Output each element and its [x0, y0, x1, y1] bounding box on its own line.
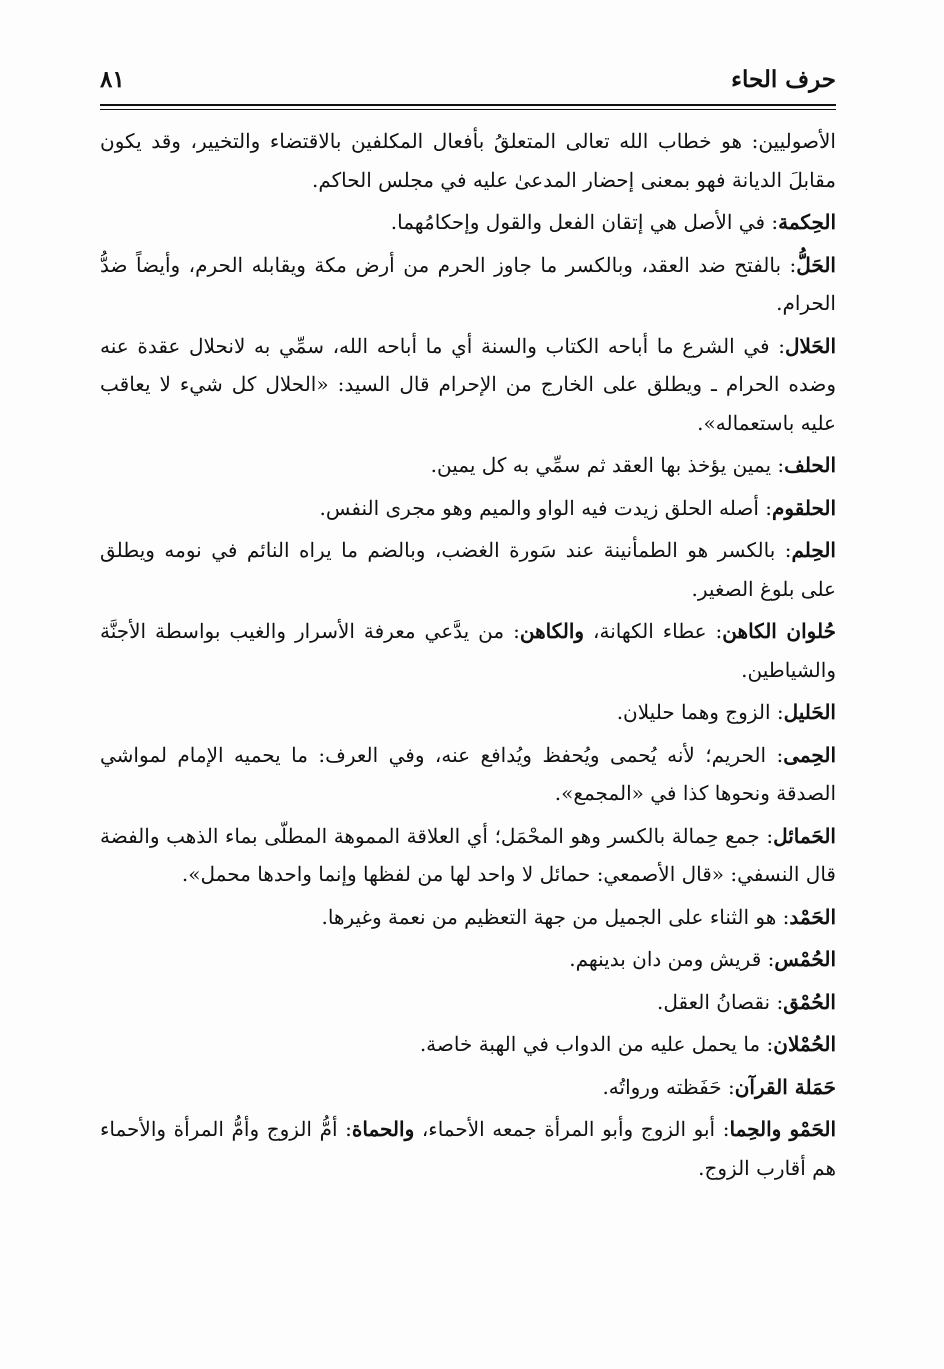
entry-term: الحَمائل — [773, 823, 836, 848]
entry-continuation — [100, 122, 836, 199]
entry-definition: : الزوج وهما حليلان. — [616, 700, 784, 724]
header-rule-thin — [100, 109, 836, 110]
entry-term: الحلف — [784, 453, 836, 477]
entry-definition: : بالفتح ضد العقد، وبالكسر ما جاوز الحرم من أرض مكة ويقابله الحرم، وأيضاً ضدُّ الحرام. — [100, 252, 836, 315]
entry-definition: : في الأصل هي إتقان الفعل والقول وإحكامُهما. — [390, 210, 779, 234]
running-head-title: حرف الحاء — [731, 66, 836, 93]
entry-definition: : نقصانُ العقل. — [657, 989, 784, 1014]
entry-hulwan-al-kahin — [100, 612, 836, 689]
header-rule-thick — [100, 104, 836, 106]
entry-half — [100, 446, 836, 485]
entry-halal — [100, 327, 836, 443]
entry-hamd — [100, 898, 836, 937]
entry-hulqum — [100, 489, 836, 528]
entry-term: الحِمى — [783, 742, 836, 767]
entry-term: الحُمْق — [783, 989, 836, 1014]
page-number: ٨١ — [100, 66, 125, 93]
entry-subdefinition: : من يدَّعي معرفة الأسرار والغيب بواسطة الأجنَّة والشياطين. — [100, 619, 836, 682]
entry-humlan — [100, 1025, 836, 1064]
entry-hums — [100, 940, 836, 979]
entry-definition: : حَفَظته ورواتُه. — [602, 1074, 735, 1099]
entry-term: الحَلُّ — [796, 252, 836, 277]
entry-definition: : الحريم؛ لأنه يُحمى ويُحفظ ويُدافع عنه، وفي العرف: ما يحميه الإمام لمواشي الصدقة ونحوها كذا في «المجمع». — [100, 742, 836, 805]
entry-humq — [100, 983, 836, 1022]
entry-term: الحِكمة — [778, 210, 836, 234]
entry-term: الحُمْس — [774, 947, 836, 971]
entry-term: الحِلم — [791, 538, 836, 562]
entry-hamw — [100, 1110, 836, 1187]
entry-term: الحُمْلان — [773, 1032, 836, 1056]
entry-definition: : قريش ومن دان بدينهم. — [569, 947, 775, 971]
entry-hima — [100, 736, 836, 813]
entry-subdefinition: : أمُّ الزوج وأمُّ المرأة والأحماء هم أقارب الزوج. — [100, 1117, 836, 1180]
entry-definition: : هو الثناء على الجميل من جهة التعظيم من نعمة وغيرها. — [321, 904, 790, 929]
entry-definition: : بالكسر هو الطمأنينة عند سَورة الغضب، وبالضم ما يراه النائم في نومه ويطلق على بلوغ الصغير. — [100, 538, 836, 601]
entry-definition: : جمع حِمالة بالكسر وهو المحْمَل؛ أي العلاقة المموهة المطلّى بماء الذهب والفضة قال النسفي: «قال الأصمعي: حمائل لا واحد لها من لفظها وإنما واحدها محمل». — [100, 823, 836, 886]
page-body — [100, 122, 836, 1191]
entry-term: حُلوان الكاهن — [722, 619, 836, 643]
entry-halil — [100, 693, 836, 732]
entry-term: الحَليل — [783, 700, 836, 724]
entry-definition: : ما يحمل عليه من الدواب في الهبة خاصة. — [419, 1032, 774, 1056]
entry-term: حَمَلة القرآن — [734, 1074, 836, 1099]
entry-term: الحَمْد — [789, 904, 836, 929]
page-header — [100, 62, 836, 102]
entry-term: الحَلال — [784, 333, 836, 358]
entry-subterm: والكاهن — [519, 619, 585, 643]
entry-definition: : عطاء الكهانة، — [584, 619, 723, 643]
entry-definition: : أصله الحلق زيدت فيه الواو والميم وهو مجرى النفس. — [319, 495, 772, 520]
entry-definition: الأصوليين: هو خطاب الله تعالى المتعلقُ بأفعال المكلفين بالاقتضاء والتخيير، وقد يكون مقابلَ الديانة فهو بمعنى إحضار المدعىٰ عليه في مجلس الحاكم. — [100, 129, 836, 192]
entry-subterm: والحماة — [351, 1117, 415, 1141]
entry-hikma — [100, 203, 836, 242]
entry-hamalat-al-quran — [100, 1068, 836, 1107]
entry-definition: : أبو الزوج وأبو المرأة جمعه الأحماء، — [414, 1117, 730, 1141]
entry-hamail — [100, 817, 836, 894]
entry-term: الحَمْو والحِما — [729, 1117, 837, 1141]
entry-hilm — [100, 531, 836, 608]
entry-definition: : في الشرع ما أباحه الكتاب والسنة أي ما أباحه الله، سمِّي به لانحلال عقدة عنه وضده الحرام ـ ويطلق على الخارج من الإحرام قال السيد: «الحلال كل شيء لا يعاقب عليه باستعماله». — [100, 333, 836, 435]
entry-hall — [100, 246, 836, 323]
entry-definition: : يمين يؤخذ بها العقد ثم سمِّي به كل يمين. — [430, 453, 785, 477]
entry-term: الحلقوم — [771, 495, 836, 520]
